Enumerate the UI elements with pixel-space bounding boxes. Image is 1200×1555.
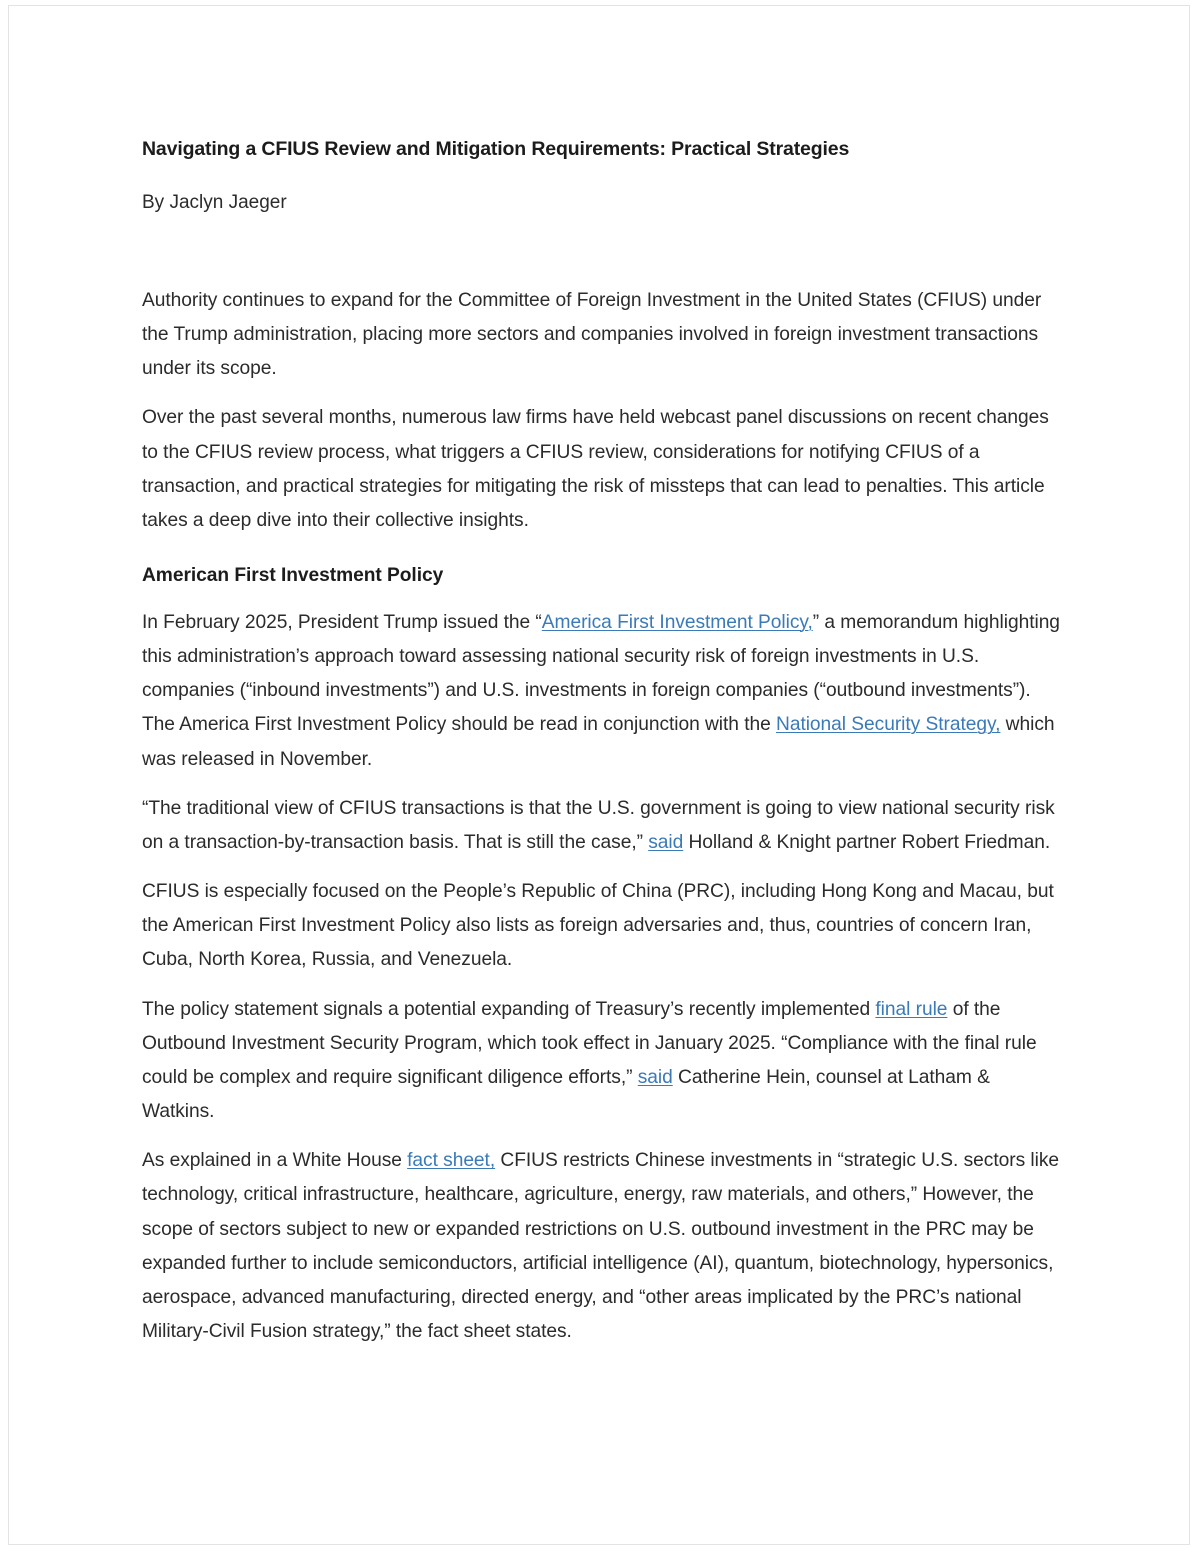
text-run: Authority continues to expand for the Committee of Foreign Investment in the United States (CFIUS) under the Trump administration, placing more sectors and companies involved in foreign investment transactions under its scope. <box>142 289 1042 380</box>
body-paragraph <box>142 606 1062 777</box>
body-paragraph <box>142 1144 1062 1349</box>
text-run: of the Outbound Investment Security Program, which took effect in January 2025. “Compliance with the final rule could be complex and require significant diligence efforts,” <box>142 998 1037 1088</box>
text-run: CFIUS is especially focused on the People’s Republic of China (PRC), including Hong Kong and Macau, but the American First Investment Policy also lists as foreign adversaries and, thus, countries of concern Iran, Cuba, North Korea, Russia, and Venezuela. <box>142 881 1054 971</box>
text-run: In February 2025, President Trump issued the “ <box>142 611 542 633</box>
article-body <box>142 284 1062 1349</box>
document-content <box>142 136 1062 1364</box>
body-paragraph <box>142 284 1062 387</box>
text-run: The policy statement signals a potential expanding of Treasury’s recently implemented <box>142 998 876 1020</box>
body-paragraph <box>142 792 1062 860</box>
document-page <box>8 5 1190 1545</box>
author-byline: By Jaclyn Jaeger <box>142 192 287 214</box>
text-run: Holland & Knight partner Robert Friedman. <box>683 831 1051 853</box>
text-run: ” a memorandum highlighting this administration’s approach toward assessing national security risk of foreign investments in U.S. companies (“inbound investments”) and U.S. investments in foreign companies (“outbound investments”). The America First Investment Policy should be read in conjunction with the <box>142 611 1060 736</box>
section-heading <box>142 561 1062 592</box>
body-paragraph <box>142 993 1062 1130</box>
text-run: As explained in a White House <box>142 1150 408 1172</box>
text-run: CFIUS restricts Chinese investments in “strategic U.S. sectors like technology, critical infrastructure, healthcare, agriculture, energy, raw materials, and others,” However, the scope of sectors subject to new or expanded restrictions on U.S. outbound investment in the PRC may be expanded further to include semiconductors, artificial intelligence (AI), quantum, biotechnology, hypersonics, aerospace, advanced manufacturing, directed energy, and “other areas implicated by the PRC’s national Military-Civil Fusion strategy,” the fact sheet states. <box>142 1150 1059 1343</box>
text-run: American First Investment Policy <box>142 565 444 587</box>
inline-link[interactable]: America First Investment Policy, <box>541 611 813 633</box>
inline-link[interactable]: National Security Strategy, <box>776 714 1001 736</box>
body-paragraph <box>142 401 1062 538</box>
text-run: which was released in November. <box>142 714 1055 770</box>
inline-link[interactable]: said <box>648 831 684 853</box>
body-paragraph <box>142 875 1062 978</box>
text-run: “The traditional view of CFIUS transactions is that the U.S. government is going to view national security risk on a transaction-by-transaction basis. That is still the case,” <box>142 797 1055 853</box>
text-run: Catherine Hein, counsel at Latham & Watkins. <box>142 1066 990 1123</box>
inline-link[interactable]: fact sheet, <box>407 1150 496 1172</box>
page-title: Navigating a CFIUS Review and Mitigation Requirements: Practical Strategies <box>142 138 850 160</box>
text-run: Over the past several months, numerous law firms have held webcast panel discussions on recent changes to the CFIUS review process, what triggers a CFIUS review, considerations for notifying CFIUS of a transaction, and practical strategies for mitigating the risk of missteps that can lead to penalties. This article takes a deep dive into their collective insights. <box>142 407 1049 531</box>
inline-link[interactable]: said <box>637 1066 673 1088</box>
inline-link[interactable]: final rule <box>875 998 948 1020</box>
